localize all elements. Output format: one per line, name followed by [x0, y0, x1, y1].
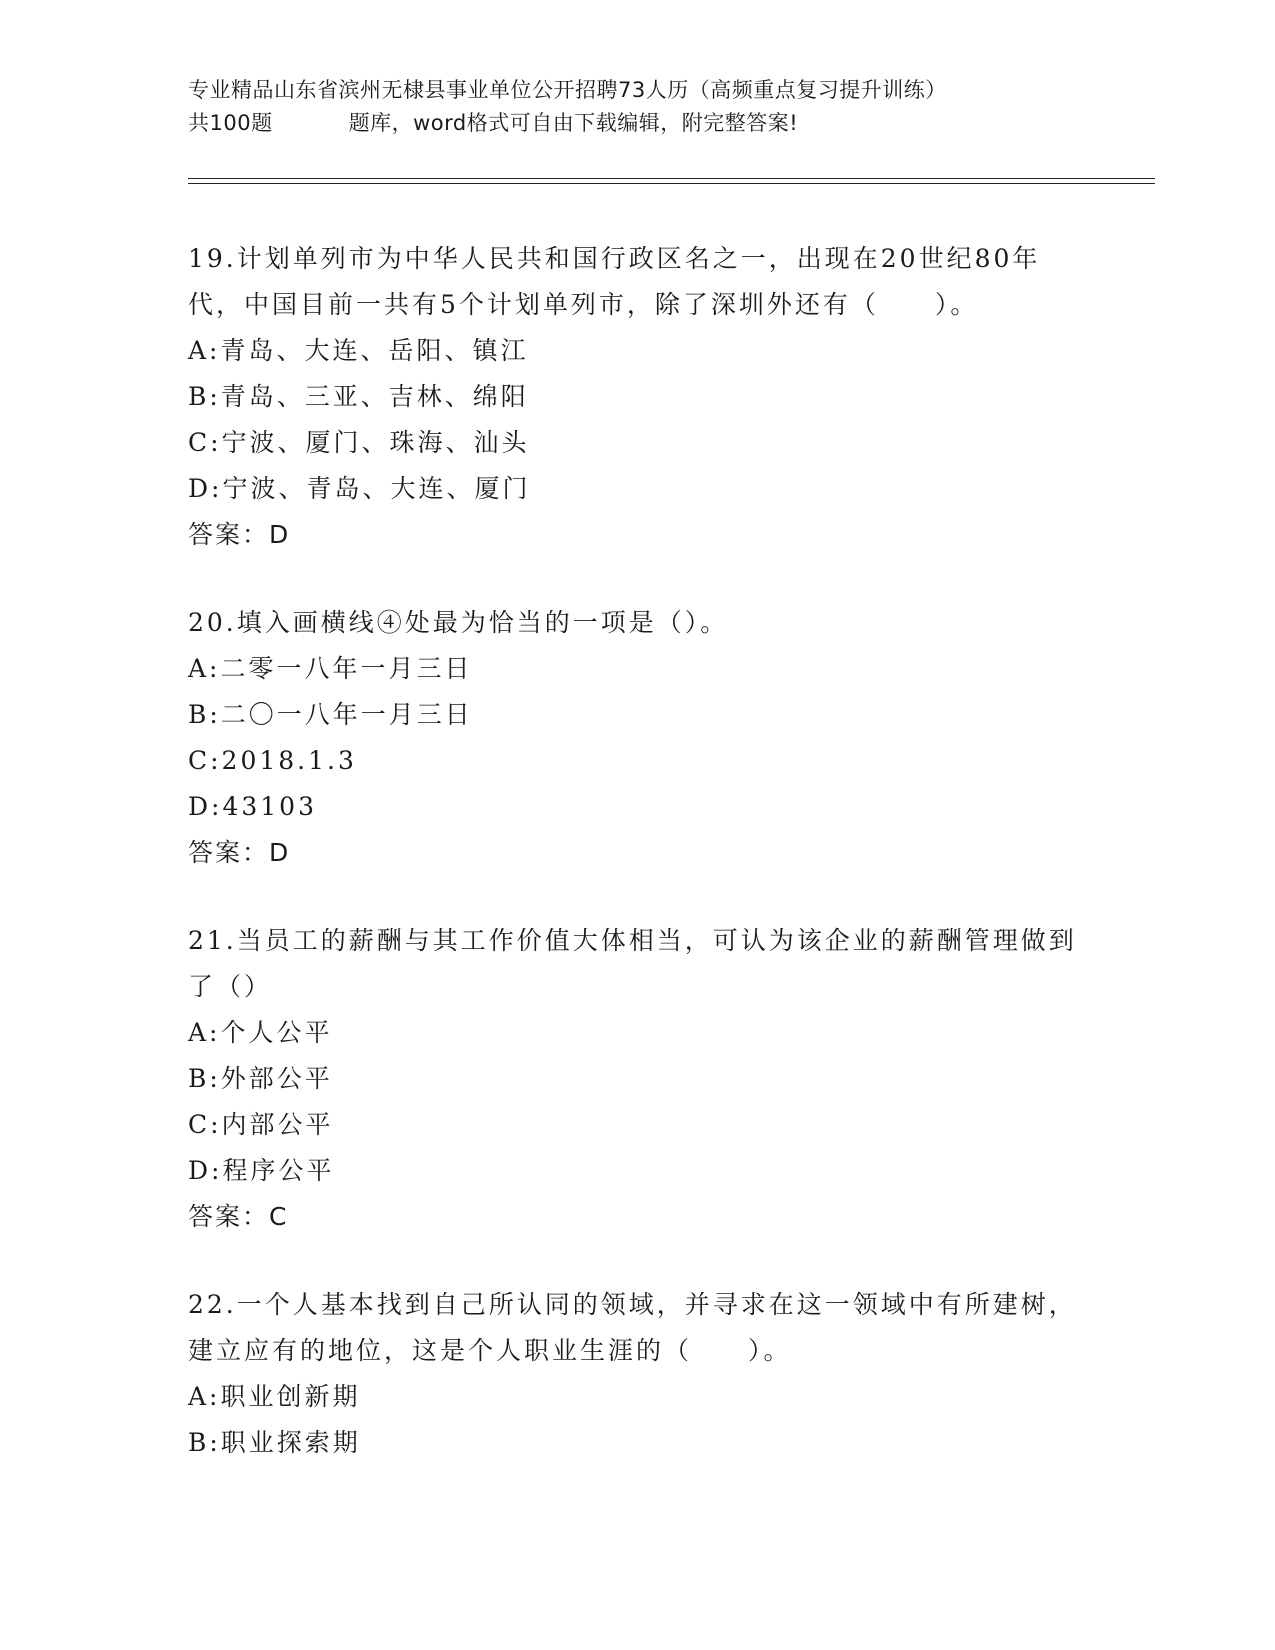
question-20 — [188, 600, 1088, 876]
option-d: D:43103 — [188, 792, 317, 821]
option-a: A:二零一八年一月三日 — [188, 654, 473, 683]
header-divider-top — [188, 178, 1155, 179]
option-c: C:2018.1.3 — [188, 746, 357, 775]
option-a: A:职业创新期 — [188, 1382, 361, 1411]
question-text: 21.当员工的薪酬与其工作价值大体相当，可认为该企业的薪酬管理做到了（） — [188, 926, 1077, 1001]
header-subtitle — [188, 107, 1088, 140]
question-list — [188, 236, 1088, 1508]
option-c: C:宁波、厦门、珠海、汕头 — [188, 428, 530, 457]
document-header — [188, 74, 1088, 140]
option-d: D:宁波、青岛、大连、厦门 — [188, 474, 531, 503]
option-b: B:二〇一八年一月三日 — [188, 700, 473, 729]
question-22 — [188, 1282, 1088, 1466]
option-a: A:个人公平 — [188, 1018, 333, 1047]
question-21 — [188, 918, 1088, 1240]
answer: 答案：D — [188, 838, 291, 867]
option-c: C:内部公平 — [188, 1110, 334, 1139]
header-count: 共100题 — [188, 111, 273, 135]
header-description: 题库，word格式可自由下载编辑，附完整答案! — [348, 111, 799, 135]
question-text: 19.计划单列市为中华人民共和国行政区名之一，出现在20世纪80年代，中国目前一共有5个计划单列市，除了深圳外还有（ ）。 — [188, 244, 1041, 319]
option-b: B:职业探索期 — [188, 1428, 361, 1457]
answer: 答案：C — [188, 1202, 289, 1231]
header-title: 专业精品山东省滨州无棣县事业单位公开招聘73人历（高频重点复习提升训练） — [188, 78, 947, 102]
option-b: B:青岛、三亚、吉林、绵阳 — [188, 382, 529, 411]
option-a: A:青岛、大连、岳阳、镇江 — [188, 336, 529, 365]
header-divider-bottom — [188, 183, 1155, 184]
question-text: 20.填入画横线④处最为恰当的一项是（）。 — [188, 608, 729, 637]
answer: 答案：D — [188, 520, 291, 549]
option-d: D:程序公平 — [188, 1156, 335, 1185]
option-b: B:外部公平 — [188, 1064, 333, 1093]
question-text: 22.一个人基本找到自己所认同的领域，并寻求在这一领域中有所建树，建立应有的地位，这是个人职业生涯的（ ）。 — [188, 1290, 1077, 1365]
question-19 — [188, 236, 1088, 558]
